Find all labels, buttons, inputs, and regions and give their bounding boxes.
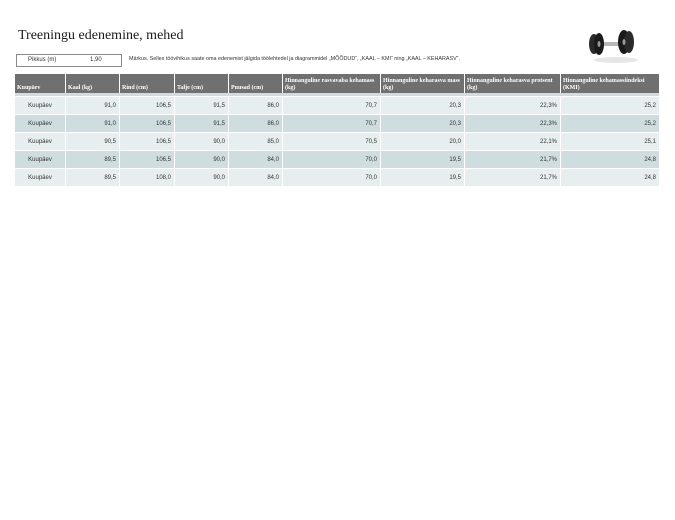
cell-waist[interactable]: 90,0 <box>175 169 229 187</box>
cell-chest[interactable]: 106,5 <box>120 97 175 115</box>
cell-fat-percent[interactable]: 21,7% <box>465 169 561 187</box>
cell-fat-percent[interactable]: 22,1% <box>465 133 561 151</box>
cell-waist[interactable]: 90,0 <box>175 133 229 151</box>
cell-fat-percent[interactable]: 22,3% <box>465 115 561 133</box>
cell-bmi[interactable]: 25,1 <box>561 133 660 151</box>
cell-fat-mass[interactable]: 19,5 <box>381 169 465 187</box>
cell-lean-mass[interactable]: 70,7 <box>283 97 381 115</box>
cell-hips[interactable]: 86,0 <box>229 97 283 115</box>
cell-bmi[interactable]: 24,8 <box>561 151 660 169</box>
cell-date[interactable]: Kuupäev <box>15 115 66 133</box>
cell-lean-mass[interactable]: 70,0 <box>283 151 381 169</box>
cell-date[interactable]: Kuupäev <box>15 169 66 187</box>
cell-fat-mass[interactable]: 20,0 <box>381 133 465 151</box>
progress-table <box>15 74 660 187</box>
cell-waist[interactable]: 91,5 <box>175 115 229 133</box>
cell-hips[interactable]: 86,0 <box>229 115 283 133</box>
cell-weight[interactable]: 89,5 <box>66 151 120 169</box>
table-row <box>15 169 660 187</box>
cell-weight[interactable]: 90,5 <box>66 133 120 151</box>
cell-waist[interactable]: 91,5 <box>175 97 229 115</box>
cell-bmi[interactable]: 25,2 <box>561 97 660 115</box>
column-header-fat-mass[interactable]: Hinnanguline keharasva mass (kg) <box>381 74 465 93</box>
cell-chest[interactable]: 106,5 <box>120 115 175 133</box>
cell-weight[interactable]: 91,0 <box>66 115 120 133</box>
cell-date[interactable]: Kuupäev <box>15 151 66 169</box>
column-header-date[interactable]: Kuupäev <box>15 74 66 93</box>
cell-chest[interactable]: 106,5 <box>120 133 175 151</box>
cell-fat-mass[interactable]: 20,3 <box>381 115 465 133</box>
cell-fat-mass[interactable]: 19,5 <box>381 151 465 169</box>
note-text: Märkus. Selles töövihikus saate oma edenemist jälgida töölehtedel ja diagrammidel „MÕÕDUD“, „KAAL – KMI“ ning „KAAL – KEHARASV“. <box>129 56 460 62</box>
cell-hips[interactable]: 84,0 <box>229 151 283 169</box>
dumbbell-icon <box>580 26 644 66</box>
table-row <box>15 115 660 133</box>
column-header-chest[interactable]: Rind (cm) <box>120 74 175 93</box>
cell-fat-percent[interactable]: 22,3% <box>465 97 561 115</box>
column-header-waist[interactable]: Talje (cm) <box>175 74 229 93</box>
cell-chest[interactable]: 108,0 <box>120 169 175 187</box>
cell-bmi[interactable]: 24,8 <box>561 169 660 187</box>
height-value[interactable]: 1,90 <box>90 57 102 63</box>
cell-hips[interactable]: 85,0 <box>229 133 283 151</box>
cell-hips[interactable]: 84,0 <box>229 169 283 187</box>
cell-lean-mass[interactable]: 70,0 <box>283 169 381 187</box>
cell-weight[interactable]: 89,5 <box>66 169 120 187</box>
cell-bmi[interactable]: 25,2 <box>561 115 660 133</box>
cell-fat-mass[interactable]: 20,3 <box>381 97 465 115</box>
cell-date[interactable]: Kuupäev <box>15 133 66 151</box>
column-header-bmi[interactable]: Hinnanguline kehamassiindeksi (KMI) <box>561 74 660 93</box>
page-title: Treeningu edenemine, mehed <box>18 28 184 43</box>
cell-waist[interactable]: 90,0 <box>175 151 229 169</box>
column-header-hips[interactable]: Puusad (cm) <box>229 74 283 93</box>
cell-chest[interactable]: 106,5 <box>120 151 175 169</box>
height-label: Pikkus (m) <box>28 57 57 63</box>
cell-weight[interactable]: 91,0 <box>66 97 120 115</box>
column-header-lean-mass[interactable]: Hinnanguline rasvavaba kehamass (kg) <box>283 74 381 93</box>
column-header-fat-percent[interactable]: Hinnanguline keharasva protsent (kg) <box>465 74 561 93</box>
cell-lean-mass[interactable]: 70,7 <box>283 115 381 133</box>
table-row <box>15 97 660 115</box>
table-row <box>15 151 660 169</box>
column-header-weight[interactable]: Kaal (kg) <box>66 74 120 93</box>
cell-fat-percent[interactable]: 21,7% <box>465 151 561 169</box>
table-header-row <box>15 74 660 93</box>
cell-lean-mass[interactable]: 70,5 <box>283 133 381 151</box>
height-field[interactable] <box>16 54 122 67</box>
table-row <box>15 133 660 151</box>
cell-date[interactable]: Kuupäev <box>15 97 66 115</box>
